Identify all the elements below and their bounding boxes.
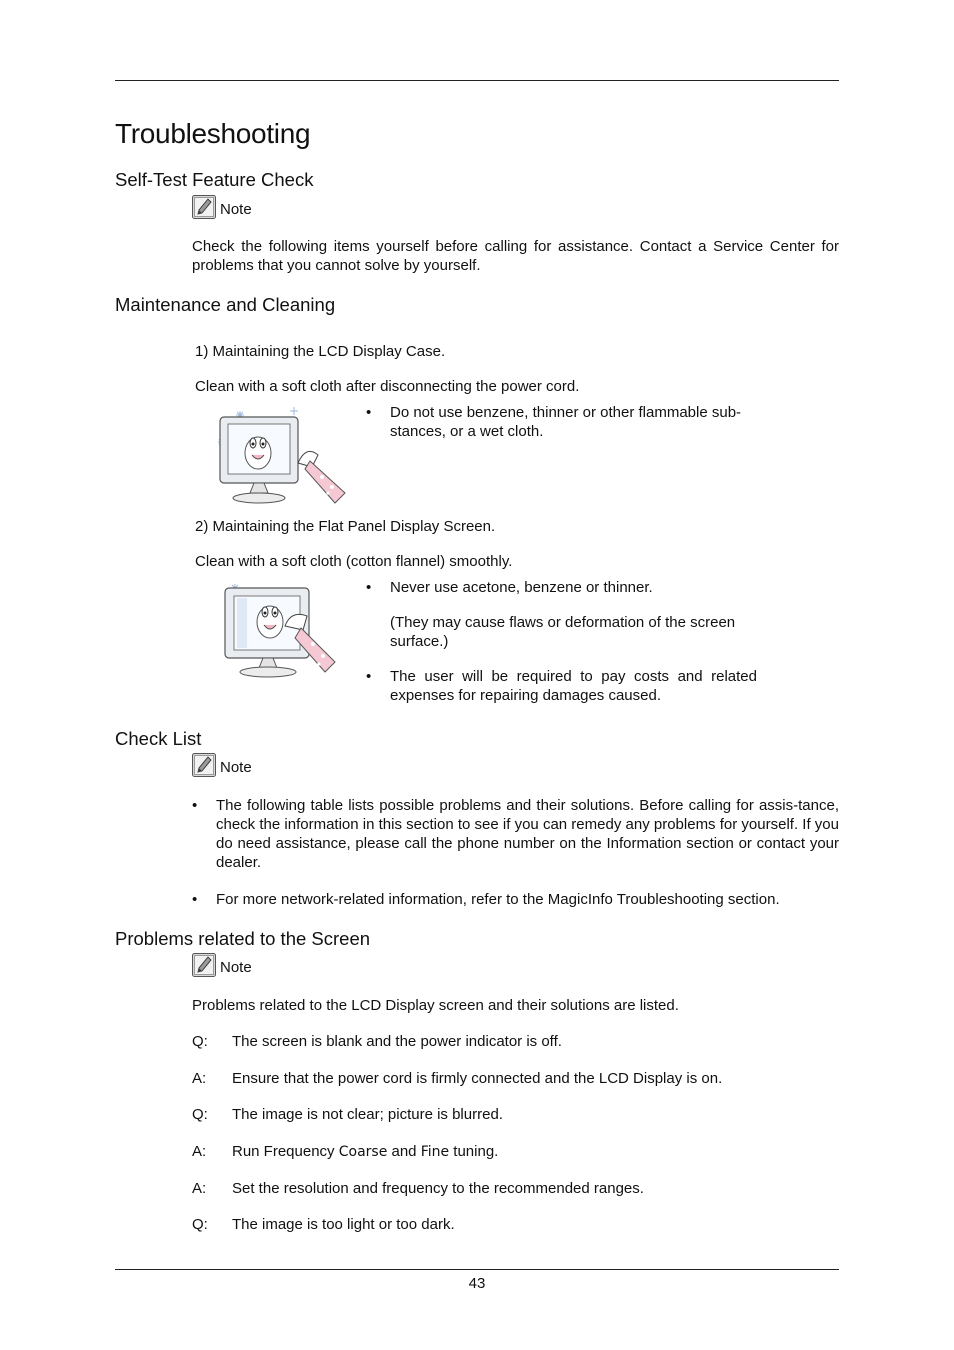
maintenance-item1-bullet-1: Do not use benzene, thinner or other flammable sub-stances, or a wet cloth. [390,404,742,440]
qa-key: A: [192,1070,207,1087]
qa-text: The image is not clear; picture is blurred. [232,1106,503,1123]
maintenance-item1-title: 1) Maintaining the LCD Display Case. [195,343,446,360]
note-screen-problems [192,951,252,977]
self-test-text: Check the following items yourself before calling for assistance. Contact a Service Center for problems that you cannot solve by yourself. [192,238,839,274]
menu-term-fine: Fine [420,1144,450,1160]
maintenance-item2-text: Clean with a soft cloth (cotton flannel) smoothly. [195,553,513,570]
section-heading-check-list: Check List [115,728,202,749]
bullet-marker: • [366,404,372,421]
monitor-cleaning-screen-illustration [215,578,350,680]
screen-problems-intro: Problems related to the LCD Display screen and their solutions are listed. [192,997,679,1014]
section-heading-maintenance: Maintenance and Cleaning [115,294,336,315]
maintenance-item2-title: 2) Maintaining the Flat Panel Display Screen. [195,518,496,535]
check-list-bullet-1: The following table lists possible problems and their solutions. Before calling for assis-tance, check the information in this section to see if you can remedy any problems for yourself. If you do need assistance, please call the phone number on the Information section or contact your dealer. [216,797,839,871]
section-heading-screen-problems: Problems related to the Screen [115,928,371,949]
qa-key: Q: [192,1033,208,1050]
header-rule [115,80,839,81]
qa-text: The screen is blank and the power indicator is off. [232,1033,562,1050]
note-label: Note [220,201,252,218]
maintenance-item2-subnote: (They may cause flaws or deformation of the screen surface.) [390,614,736,650]
qa-text [232,1142,498,1162]
page-number: 43 [468,1275,486,1292]
qa-text-mid: and [387,1143,421,1160]
maintenance-item1-text: Clean with a soft cloth after disconnecting the power cord. [195,378,580,395]
qa-text: The image is too light or too dark. [232,1216,455,1233]
bullet-marker: • [366,579,372,596]
qa-key: Q: [192,1216,208,1233]
qa-key: Q: [192,1106,208,1123]
qa-text: Set the resolution and frequency to the recommended ranges. [232,1180,644,1197]
qa-text: Ensure that the power cord is firmly connected and the LCD Display is on. [232,1070,723,1087]
note-check-list [192,751,252,777]
bullet-marker: • [192,891,198,908]
check-list-bullet-2: For more network-related information, refer to the MagicInfo Troubleshooting section. [216,891,780,908]
note-self-test [192,193,252,219]
section-heading-self-test: Self-Test Feature Check [115,169,314,190]
page-title: Troubleshooting [115,118,311,149]
footer-rule [115,1269,839,1270]
maintenance-item2-bullet-2: The user will be required to pay costs and related expenses for repairing damages caused. [390,668,757,704]
note-pencil-icon [192,195,216,219]
bullet-marker: • [366,668,372,685]
qa-key: A: [192,1143,207,1160]
menu-term-coarse: Coarse [338,1144,388,1160]
note-label: Note [220,759,252,776]
qa-key: A: [192,1180,207,1197]
bullet-marker: • [192,797,198,814]
maintenance-item2-bullet-1: Never use acetone, benzene or thinner. [390,579,653,596]
note-label: Note [220,959,252,976]
monitor-cleaning-case-illustration [210,403,355,508]
qa-text-post: tuning. [449,1143,499,1160]
note-pencil-icon [192,953,216,977]
qa-text-pre: Run Frequency [232,1143,339,1160]
note-pencil-icon [192,753,216,777]
